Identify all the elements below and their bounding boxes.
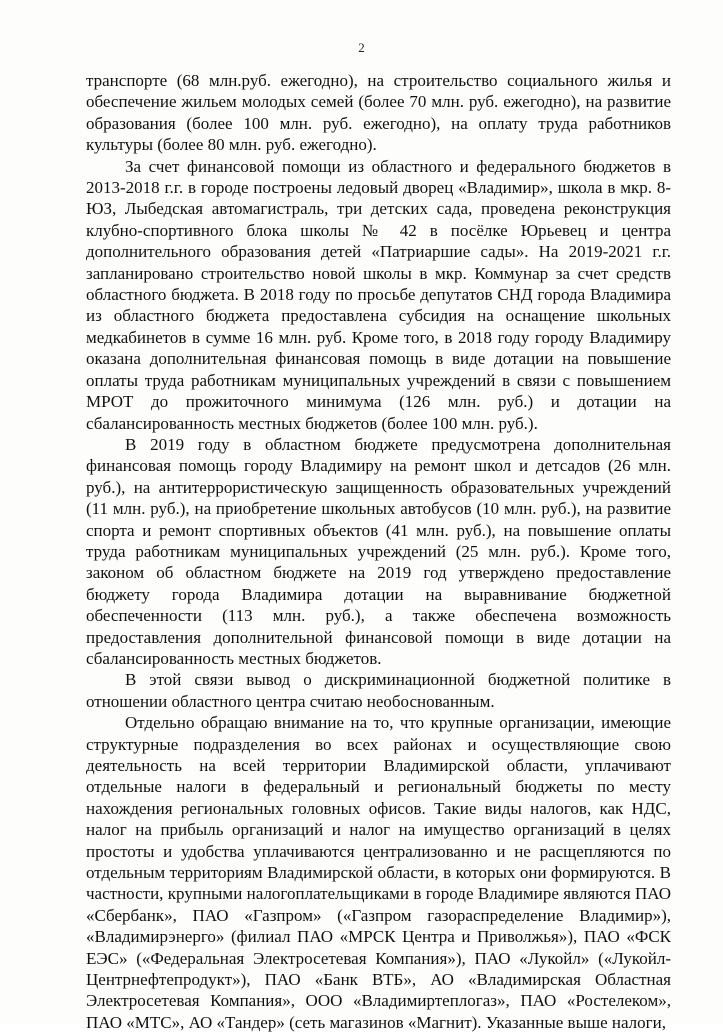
paragraph-3: В 2019 году в областном бюджете предусмотрена дополнительная финансовая помощь городу Владимиру на ремонт школ и детсадов (26 млн. руб.), на антитеррористическую защищенность образовательных учреждений (11 млн. руб.), на приобретение школьных автобусов (10 млн. руб.), на развитие спорта и ремонт спортивных объектов (41 млн. руб.), на повышение оплаты труда работникам муниципальных учреждений (25 млн. руб.). Кроме того, законом об областном бюджете на 2019 год утверждено предоставление бюджету города Владимира дотации на выравнивание бюджетной обеспеченности (113 млн. руб.), а также обеспечена возможность предоставления дополнительной финансовой помощи в виде дотации на сбалансированность местных бюджетов. (86, 434, 671, 668)
paragraph-2: За счет финансовой помощи из областного и федерального бюджетов в 2013-2018 г.г. в городе построены ледовый дворец «Владимир», школа в мкр. 8-ЮЗ, Лыбедская автомагистраль, три детских сада, проведена реконструкция клубно-спортивного блока школы № 42 в посёлке Юрьевец и центра дополнительного образования детей «Патриаршие сады». На 2019-2021 г.г. запланировано строительство новой школы в мкр. Коммунар за счет средств областного бюджета. В 2018 году по просьбе депутатов СНД города Владимира из областного бюджета предоставлена субсидия на оснащение школьных медкабинетов в сумме 16 млн. руб. Кроме того, в 2018 году городу Владимиру оказана дополнительная финансовая помощь в виде дотации на повышение оплаты труда работникам муниципальных учреждений в связи с повышением МРОТ до прожиточного минимума (126 млн. руб.) и дотации на сбалансированность местных бюджетов (более 100 млн. руб.). (86, 156, 671, 433)
page-number: 2 (358, 40, 365, 55)
paragraph-4: В этой связи вывод о дискриминационной бюджетной политике в отношении областного центра считаю необоснованным. (86, 670, 671, 711)
document-body (86, 70, 671, 1033)
paragraph-5: Отдельно обращаю внимание на то, что крупные организации, имеющие структурные подразделения во всех районах и осуществляющие свою деятельность на всей территории Владимирской области, уплачивают отдельные налоги в федеральный и региональный бюджеты по месту нахождения региональных головных офисов. Такие виды налогов, как НДС, налог на прибыль организаций и налог на имущество организаций в целях простоты и удобства уплачиваются централизованно и не расщепляются по отдельным территориям Владимирской области, в которых они формируются. В частности, крупными налогоплательщиками в городе Владимире являются ПАО «Сбербанк», ПАО «Газпром» («Газпром газораспределение Владимир»), «Владимирэнерго» (филиал ПАО «МРСК Центра и Приволжья»), ПАО «ФСК ЕЭС» («Федеральная Электросетевая Компания»), ПАО «Лукойл» («Лукойл-Центрнефтепродукт»), ПАО «Банк ВТБ», АО «Владимирская Областная Электросетевая Компания», ООО «Владимиртеплогаз», ПАО «Ростелеком», ПАО «МТС», АО «Тандер» (сеть магазинов «Магнит). Указанные выше налоги, (86, 713, 671, 1032)
paragraph-1: транспорте (68 млн.руб. ежегодно), на строительство социального жилья и обеспечение жильем молодых семей (более 70 млн. руб. ежегодно), на развитие образования (более 100 млн. руб. ежегодно), на оплату труда работников культуры (более 80 млн. руб. ежегодно). (86, 71, 671, 155)
